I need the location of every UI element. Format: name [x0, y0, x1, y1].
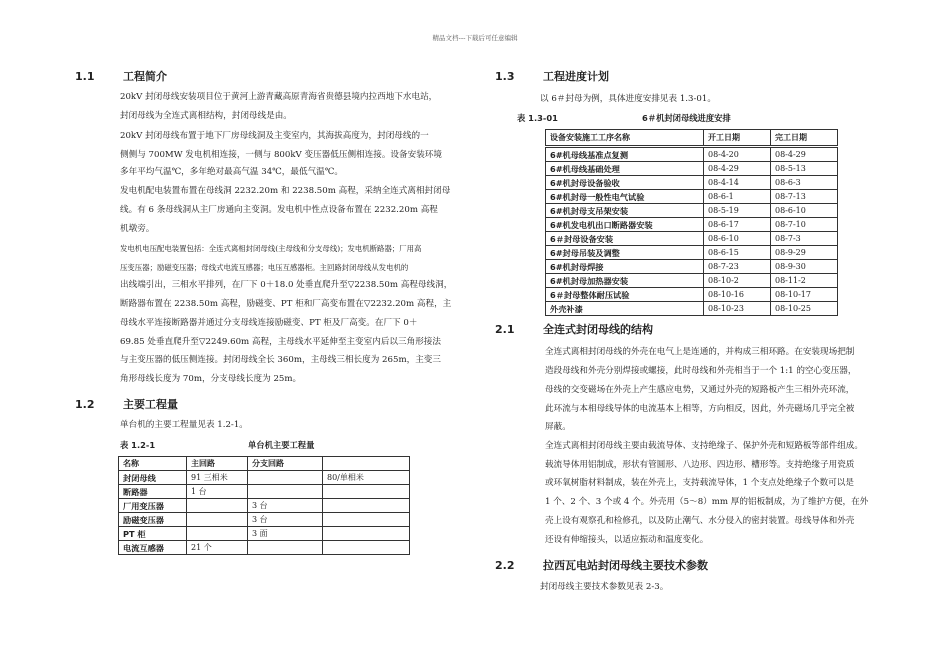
table-row — [546, 288, 838, 302]
table-id: 表 1.2-1 — [120, 440, 156, 450]
table-cell: 08-10-23 — [704, 302, 771, 316]
table-cell: 3 台 — [248, 499, 323, 513]
table-cell — [323, 499, 410, 513]
table-cell: 08-4-14 — [704, 176, 771, 190]
table-cell: 励磁变压器 — [119, 513, 187, 527]
table-header-cell: 分支回路 — [248, 457, 323, 471]
paragraph-line: 壳上设有观察孔和检修孔，以及防止潮气、水分侵入的密封装置。母线导体和外壳 — [545, 516, 855, 526]
paragraph-line: 出线端引出，三相水平排列，在厂下 0＋18.0 处垂直爬升至▽2238.50m 高程母线洞， — [120, 280, 453, 290]
table-cell: 08-4-20 — [704, 148, 771, 162]
section-2-2-heading — [495, 557, 708, 573]
table-row — [546, 274, 838, 288]
paragraph-line: 母线水平连接断路器并通过分支母线连接励磁变、PT 柜及厂高变。在厂下 0＋ — [120, 318, 418, 328]
table-cell — [248, 541, 323, 555]
table-cell: 6#机封母一般性电气试验 — [546, 190, 704, 204]
table-row — [546, 302, 838, 316]
table-cell: 3 台 — [248, 513, 323, 527]
table-cell: 08-5-13 — [771, 162, 838, 176]
section-number: 1.3 — [495, 70, 515, 83]
paragraph-line: 造段母线和外壳分别焊接或螺接，此时母线和外壳相当于一个 1:1 的空心变压器， — [545, 366, 857, 376]
table-cell: 08-4-29 — [771, 148, 838, 162]
table-cell: 08-4-29 — [704, 162, 771, 176]
table-cell — [187, 513, 248, 527]
paragraph-line: 单台机的主要工程量见表 1.2-1。 — [120, 420, 248, 430]
paragraph-line: 机墩旁。 — [120, 224, 155, 234]
table-cell: 6#机封母支吊架安装 — [546, 204, 704, 218]
table-2-title — [642, 112, 731, 124]
table-cell: 08-7-13 — [771, 190, 838, 204]
table-cell: 08-7-23 — [704, 260, 771, 274]
section-title: 工程简介 — [123, 70, 167, 83]
table-cell — [323, 527, 410, 541]
paragraph-line: 线。有 6 条母线洞从主厂房通向主变洞。发电机中性点设备布置在 2232.20m 高程 — [120, 205, 438, 215]
table-header-cell: 主回路 — [187, 457, 248, 471]
paragraph-line: 还设有伸缩接头，以适应振动和温度变化。 — [545, 535, 709, 545]
table-cell: 断路器 — [119, 485, 187, 499]
table-row — [119, 541, 410, 555]
table-cell: 21 个 — [187, 541, 248, 555]
table-cell — [248, 485, 323, 499]
table-header-cell: 开工日期 — [704, 130, 771, 146]
table-cell: 6#机封母加热器安装 — [546, 274, 704, 288]
section-2-1-heading — [495, 321, 653, 337]
paragraph-line: 多年平均气温℃，多年绝对最高气温 34℃，最低气温℃。 — [120, 167, 343, 177]
table-cell: 08-6-10 — [771, 204, 838, 218]
table-cell: 3 面 — [248, 527, 323, 541]
table-2-caption — [517, 112, 558, 124]
table-cell: 6#封母吊装及调整 — [546, 246, 704, 260]
table-cell: 08-10-17 — [771, 288, 838, 302]
paragraph-line: 此环流与本相母线导体的电流基本上相等，方向相反，因此，外壳磁场几乎完全被 — [545, 404, 855, 414]
paragraph-line: 20kV 封闭母线安装项目位于黄河上游青藏高原青海省贵德县境内拉西地下水电站， — [120, 92, 438, 102]
table-row — [546, 148, 838, 162]
paragraph-line: 载流导体用铝制成，形状有管圆形、八边形、四边形、槽形等。支持绝缘子用瓷质 — [545, 460, 855, 470]
table-cell: PT 柜 — [119, 527, 187, 541]
table-header-cell: 名称 — [119, 457, 187, 471]
section-1-3-heading — [495, 68, 609, 84]
table-row — [119, 499, 410, 513]
paragraph-line: 全连式离相封闭母线主要由载流导体、支持绝缘子、保护外壳和短路板等部件组成。 — [545, 441, 863, 451]
paragraph-line: 屏蔽。 — [545, 422, 571, 432]
table-cell: 6#机母线基础处理 — [546, 162, 704, 176]
table-cell: 08-6-3 — [771, 176, 838, 190]
section-1-2-heading — [75, 396, 178, 412]
table-cell: 08-6-1 — [704, 190, 771, 204]
table-row — [119, 471, 410, 485]
table-cell: 08-9-30 — [771, 260, 838, 274]
table-header-cell: 完工日期 — [771, 130, 838, 146]
section-1-1-heading — [75, 68, 167, 84]
table-cell — [323, 513, 410, 527]
table-row — [546, 260, 838, 274]
table-cell: 封闭母线 — [119, 471, 187, 485]
table-cell: 6＃封母设备安装 — [546, 232, 704, 246]
paragraph-line: 与主变压器的低压侧连接。封闭母线全长 360m，主母线三相长度为 265m，主变三 — [120, 355, 441, 365]
table-cell: 6#机封母焊接 — [546, 260, 704, 274]
table-cell: 80/单相米 — [323, 471, 410, 485]
table-cell: 08-10-16 — [704, 288, 771, 302]
table-cell: 6#机发电机出口断路器安装 — [546, 218, 704, 232]
paragraph-line: 封闭母线主要技术参数见表 2-3。 — [540, 582, 669, 592]
table-cell: 1 台 — [187, 485, 248, 499]
table-cell: 电流互感器 — [119, 541, 187, 555]
table-header-cell — [323, 457, 410, 471]
section-number: 1.2 — [75, 398, 95, 411]
table-row — [119, 527, 410, 541]
paragraph-line: 发电机配电装置布置在母线洞 2232.20m 和 2238.50m 高程，采纳全连式离相封闭母 — [120, 186, 451, 196]
table-cell: 08-5-19 — [704, 204, 771, 218]
paragraph-line: 全连式离相封闭母线的外壳在电气上是连通的，并构成三相环路。在安装现场把制 — [545, 347, 855, 357]
table-title: 6＃机封闭母线进度安排 — [642, 113, 731, 123]
table-cell: 厂用变压器 — [119, 499, 187, 513]
table-row — [119, 485, 410, 499]
section-title: 主要工程量 — [123, 398, 178, 411]
table-cell: 6#机母线基准点复测 — [546, 148, 704, 162]
quantity-table — [118, 456, 410, 555]
table-cell: 08-10-2 — [704, 274, 771, 288]
table-cell: 08-7-10 — [771, 218, 838, 232]
paragraph-line: 20kV 封闭母线布置于地下厂房母线洞及主变室内，其海拔高度为，封闭母线的一 — [120, 131, 429, 141]
paragraph-line: 69.85 处垂直爬升至▽2249.60m 高程，主母线水平延伸至主变室内后以三角形接法 — [120, 337, 441, 347]
table-cell: 08-6-15 — [704, 246, 771, 260]
table-cell — [187, 527, 248, 541]
table-cell: 6＃封母整体耐压试验 — [546, 288, 704, 302]
paragraph-line: 封闭母线为全连式离相结构，封闭母线是由。 — [120, 111, 292, 121]
schedule-table-body — [545, 147, 838, 316]
section-number: 1.1 — [75, 70, 95, 83]
table-row — [546, 232, 838, 246]
table-1-caption — [120, 439, 155, 451]
paragraph-line: 角形母线长度为 70m，分支母线长度为 25m。 — [120, 374, 302, 384]
table-cell: 08-6-10 — [704, 232, 771, 246]
paragraph-line: 母线的交变磁场在外壳上产生感应电势，又通过外壳的短路板产生三相外壳环流， — [545, 385, 855, 395]
paragraph-line: 以 6＃封母为例，具体进度安排见表 1.3-01。 — [540, 94, 716, 104]
table-header-cell: 设备安装施工工序名称 — [546, 130, 704, 146]
table-cell — [187, 499, 248, 513]
table-cell: 08-11-2 — [771, 274, 838, 288]
section-number: 2.1 — [495, 323, 515, 336]
table-row — [119, 513, 410, 527]
paragraph-line: 发电机电压配电装置包括：全连式离相封闭母线(主母线和分支母线)；发电机断路器；厂用高 — [120, 244, 422, 253]
table-1-title — [248, 439, 314, 451]
page-header: 精品文档---下载后可任意编辑 — [432, 34, 518, 42]
table-cell: 08-10-25 — [771, 302, 838, 316]
section-title: 拉西瓦电站封闭母线主要技术参数 — [543, 559, 708, 572]
table-header-row — [119, 457, 410, 471]
table-id: 表 1.3-01 — [517, 113, 558, 123]
section-title: 全连式封闭母线的结构 — [543, 323, 653, 336]
paragraph-line: 1 个、2 个、3 个或 4 个。外壳用（5～8）mm 厚的铝板制成，为了维护方便，在外 — [545, 497, 869, 507]
table-cell: 6#机封母设备验收 — [546, 176, 704, 190]
schedule-table — [545, 129, 838, 146]
table-row — [546, 218, 838, 232]
table-cell: 91 三相米 — [187, 471, 248, 485]
table-row — [546, 204, 838, 218]
table-header-row — [546, 130, 838, 146]
table-cell — [323, 541, 410, 555]
table-row — [546, 246, 838, 260]
table-cell — [248, 471, 323, 485]
table-cell — [323, 485, 410, 499]
table-cell: 08-6-17 — [704, 218, 771, 232]
paragraph-line: 或环氧树脂材料制成，装在外壳上，支持载流导体，1 个支点处绝缘子个数可以是 — [545, 478, 854, 488]
section-number: 2.2 — [495, 559, 515, 572]
paragraph-line: 侧侧与 700MW 发电机相连接，一侧与 800kV 变压器低压侧相连接。设备安装环境 — [120, 150, 442, 160]
table-cell: 08-7-3 — [771, 232, 838, 246]
table-title: 单台机主要工程量 — [248, 440, 315, 450]
table-row — [546, 162, 838, 176]
table-row — [546, 190, 838, 204]
table-row — [546, 176, 838, 190]
table-cell: 08-9-29 — [771, 246, 838, 260]
paragraph-line: 压变压器；励磁变压器；母线式电流互感器；电压互感器柜。主回路封闭母线从发电机的 — [120, 263, 409, 272]
table-cell: 外壳补漆 — [546, 302, 704, 316]
section-title: 工程进度计划 — [543, 70, 609, 83]
paragraph-line: 断路器布置在 2238.50m 高程，励磁变、PT 柜和厂高变布置在▽2232.20m 高程，主 — [120, 299, 452, 309]
